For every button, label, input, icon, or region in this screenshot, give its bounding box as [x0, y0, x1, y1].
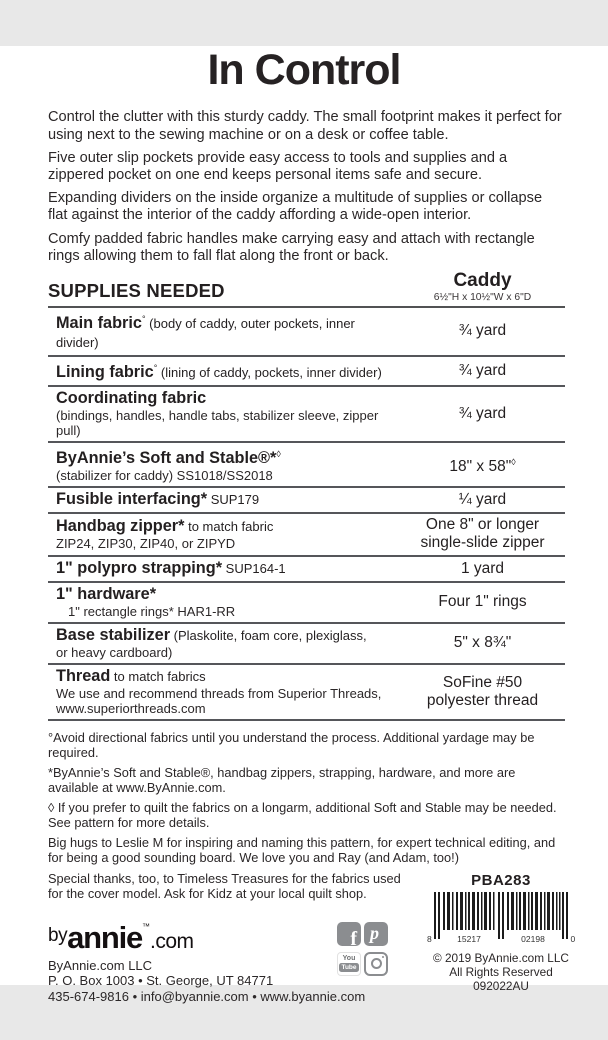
supply-description: (bindings, handles, handle tabs, stabilizer sleeve, zipper pull)	[56, 408, 379, 438]
supply-website: www.superiorthreads.com	[56, 701, 206, 716]
instagram-icon[interactable]	[364, 952, 388, 976]
table-row	[48, 488, 565, 514]
company-address: P. O. Box 1003 • St. George, UT 84771	[48, 973, 274, 989]
supply-name: Lining fabric	[56, 363, 154, 381]
footnotes-section	[48, 730, 564, 865]
footnote-marker: °	[153, 363, 158, 373]
supply-quantity: 18" x 58"◊	[449, 456, 516, 475]
supply-description: or heavy cardboard)	[56, 645, 173, 660]
barcode-digits-group2: 02198	[521, 933, 545, 944]
footnote-marker: °	[141, 314, 146, 324]
footnote-marker: ◊	[511, 456, 516, 467]
supply-name: Base stabilizer	[56, 626, 171, 644]
footnote: Big hugs to Leslie M for inspiring and naming this pattern, for expert technical editing, and for being a good sounding board. We love you and Ray (and Adam, too!)	[48, 834, 556, 865]
facebook-icon[interactable]: f	[337, 922, 361, 946]
size-column-title: Caddy	[453, 270, 512, 292]
page-title: In Control	[207, 46, 401, 94]
supply-description: We use and recommend threads from Superior Threads,	[56, 686, 382, 701]
table-row	[48, 583, 565, 624]
camera-lens-shape	[371, 958, 382, 969]
barcode-digits-group1: 15217	[457, 933, 481, 944]
logo-annie: annie	[67, 919, 143, 955]
supply-name: 1" hardware*	[56, 585, 157, 603]
logo-by: by	[48, 924, 68, 946]
byannie-logo	[48, 920, 365, 956]
copyright-line: © 2019 ByAnnie.com LLC	[433, 950, 569, 965]
table-row	[48, 514, 565, 557]
social-icons	[337, 922, 388, 976]
intro-paragraph: Five outer slip pockets provide easy access to tools and supplies and a zippered pocket on one end keeps personal items safe and secure.	[48, 149, 508, 184]
supply-name: Coordinating fabric	[56, 389, 207, 407]
trademark-symbol: ™	[142, 921, 151, 931]
footnote: *ByAnnie’s Soft and Stable®, handbag zippers, strapping, hardware, and more are available at www.ByAnnie.com.	[48, 764, 516, 796]
supplies-table	[48, 271, 565, 721]
footer-section	[48, 870, 576, 1040]
table-row	[48, 624, 565, 665]
supply-description: SUP179	[207, 492, 260, 507]
supply-description: (body of caddy, outer pockets, inner divider)	[56, 316, 355, 350]
publisher-block	[48, 920, 365, 1005]
supply-name: Main fabric	[56, 314, 142, 332]
camera-flash-dot	[382, 956, 385, 959]
item-number: PBA283	[471, 871, 531, 889]
supply-description: to match fabrics	[110, 669, 206, 684]
size-column-dimensions: 6½"H x 10½"W x 6"D	[433, 292, 532, 303]
pattern-back-cover	[0, 46, 608, 1005]
supply-quantity: ¾ yard	[458, 361, 507, 379]
supply-name: Handbag zipper*	[56, 517, 185, 535]
copyright-line: All Rights Reserved	[449, 964, 553, 979]
barcode-bars	[426, 892, 576, 946]
supply-name: Thread	[56, 667, 111, 685]
intro-paragraph: Expanding dividers on the inside organize a multitude of supplies or collapse flat against the interior of the caddy affording a wide-open interior.	[48, 190, 543, 224]
intro-section	[48, 109, 564, 265]
supply-quantity: 1 yard	[460, 559, 505, 577]
footnote: Special thanks, too, to Timeless Treasures for the fabrics used for the cover model. Ask for Kidz at your local quilt shop.	[48, 870, 401, 901]
barcode-digit-right: 0	[570, 933, 576, 944]
supplies-header	[48, 271, 565, 308]
copyright-block	[425, 951, 577, 994]
supply-quantity: One 8" or longer single-slide zipper	[420, 516, 545, 551]
intro-paragraph: Comfy padded fabric handles make carrying easy and attach with rectangle rings allowing them to fall flat along the front or back.	[48, 230, 535, 264]
copyright-line: 092022AU	[473, 979, 529, 994]
supply-quantity: ¼ yard	[458, 490, 507, 508]
barcode-digit-left: 8	[427, 933, 432, 944]
supply-description: (Plaskolite, foam core, plexiglass,	[170, 628, 367, 643]
supply-description: (lining of caddy, pockets, inner divider)	[157, 365, 382, 380]
table-row	[48, 665, 565, 721]
company-name: ByAnnie.com LLC	[48, 957, 153, 973]
supply-quantity: SoFine #50 polyester thread	[426, 673, 539, 709]
pinterest-icon[interactable]: p	[364, 922, 388, 946]
supply-quantity: ¾ yard	[458, 322, 507, 339]
supply-description: ZIP24, ZIP30, ZIP40, or ZIPYD	[56, 536, 236, 551]
supply-name: 1" polypro strapping*	[56, 559, 223, 577]
supply-name: ByAnnie’s Soft and Stable®*	[56, 449, 277, 467]
supply-description: SUP164-1	[222, 561, 286, 576]
footnote-marker: ◊	[276, 449, 281, 459]
supplies-heading: SUPPLIES NEEDED	[48, 280, 225, 301]
table-row	[48, 443, 565, 488]
table-row	[48, 308, 565, 357]
supply-description: 1" rectangle rings* HAR1-RR	[68, 604, 236, 619]
supply-description: (stabilizer for caddy) SS1018/SS2018	[56, 468, 273, 483]
table-row	[48, 557, 565, 583]
supply-description: to match fabric	[184, 519, 274, 534]
logo-com: .com	[150, 929, 194, 953]
supply-quantity: ¾ yard	[458, 404, 507, 422]
intro-paragraph: Control the clutter with this sturdy caddy. The small footprint makes it perfect for using next to the sewing machine or on a desk or coffee table.	[48, 109, 562, 143]
table-row	[48, 357, 565, 387]
footnote: ◊ If you prefer to quilt the fabrics on a longarm, additional Soft and Stable may be needed. See pattern for more details.	[48, 799, 557, 831]
company-contact: 435-674-9816 • info@byannie.com • www.byannie.com	[48, 989, 366, 1005]
supply-quantity: Four 1" rings	[438, 593, 527, 610]
upc-barcode	[425, 892, 577, 946]
supply-quantity: 5" x 8¾"	[453, 634, 512, 651]
footnote: °Avoid directional fabrics until you understand the process. Additional yardage may be required.	[48, 730, 535, 761]
table-row	[48, 387, 565, 443]
barcode-block	[425, 872, 577, 994]
supply-name: Fusible interfacing*	[56, 490, 208, 508]
youtube-icon[interactable]: You Tube	[337, 952, 361, 976]
size-column-header	[400, 271, 565, 303]
